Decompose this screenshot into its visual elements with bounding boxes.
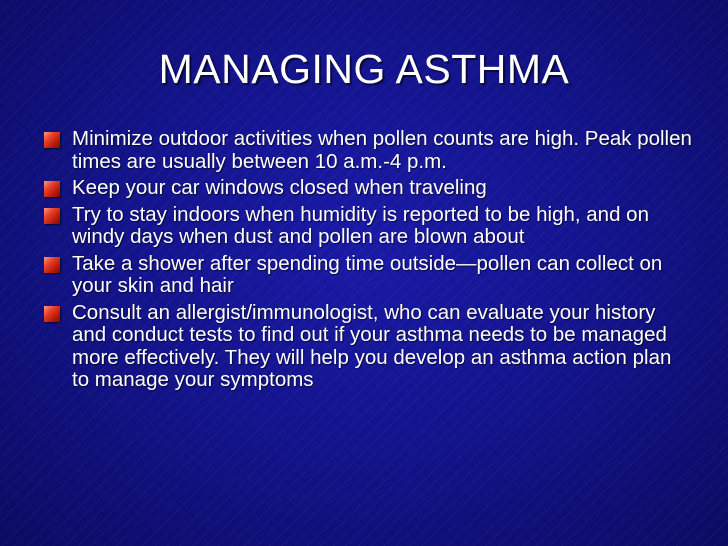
slide-title: MANAGING ASTHMA: [158, 46, 570, 92]
bullet-item: [44, 177, 694, 200]
red-square-bullet-icon: [44, 208, 60, 224]
bullet-text: Consult an allergist/immunologist, who can evaluate your history and conduct tests to find out if your asthma needs to be managed more effectively. They will help you develop an asthma action plan to manage your symptoms: [72, 300, 672, 391]
red-square-bullet-icon: [44, 257, 60, 273]
bullet-text: Keep your car windows closed when traveling: [72, 176, 487, 199]
bullet-text: Minimize outdoor activities when pollen counts are high. Peak pollen times are usually between 10 a.m.-4 p.m.: [72, 127, 692, 173]
red-square-bullet-icon: [44, 181, 60, 197]
red-square-bullet-icon: [44, 306, 60, 322]
bullet-text: Try to stay indoors when humidity is reported to be high, and on windy days when dust and pollen are blown about: [72, 202, 649, 248]
red-square-bullet-icon: [44, 132, 60, 148]
bullet-item: [44, 128, 694, 173]
bullet-item: [44, 204, 694, 249]
bullet-text: Take a shower after spending time outside—pollen can collect on your skin and hair: [72, 251, 663, 297]
bullet-item: [44, 253, 694, 298]
bullet-list: [44, 128, 694, 396]
bullet-item: [44, 302, 694, 392]
